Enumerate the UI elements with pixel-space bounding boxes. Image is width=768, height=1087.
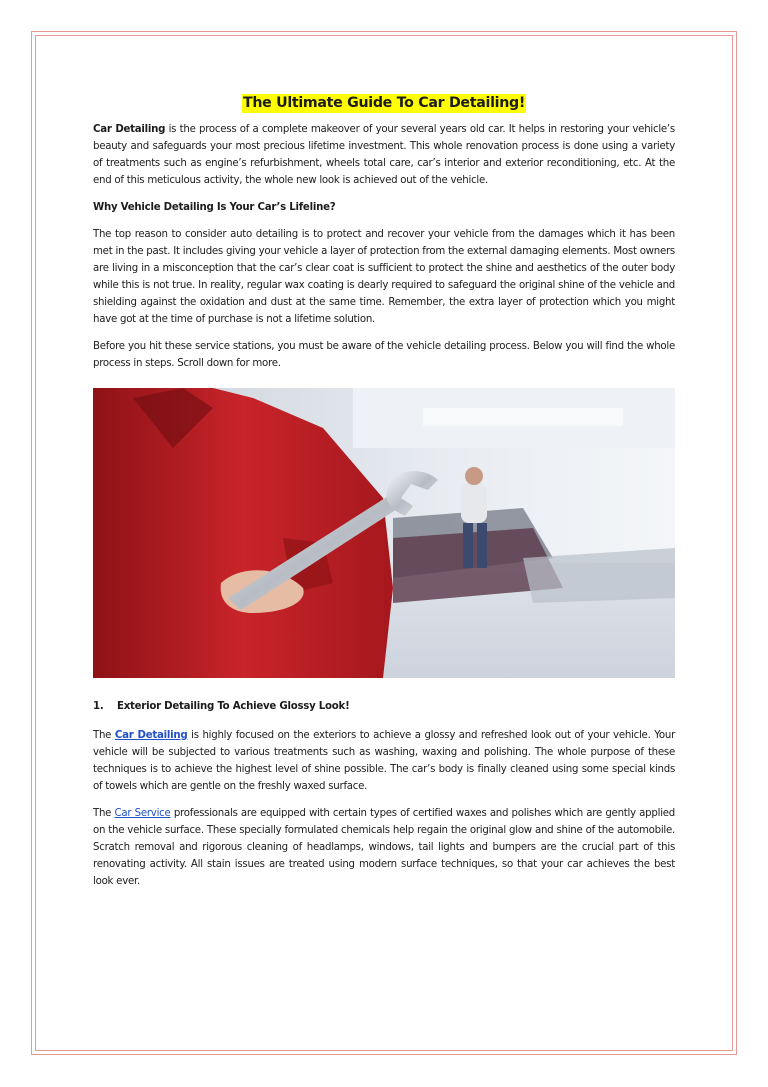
- car-service-link[interactable]: Car Service: [114, 808, 171, 819]
- intro-lead-bold: Car Detailing: [93, 124, 166, 135]
- intro-text: is the process of a complete makeover of your several years old car. It helps in restoring your vehicle’s beauty and safeguards your most precious lifetime investment. This whole renovation process is done using a variety of treatments such as engine’s refurbishment, wheels total care, car’s interior and exterior reconditioning, etc. At the end of this meticulous activity, the whole new look is achieved out of the vehicle.: [93, 124, 675, 186]
- exterior-p1-post: is highly focused on the exteriors to achieve a glossy and refreshed look out of your vehicle. Your vehicle will be subjected to various treatments such as washing, waxing and polishing. The whole purpose of these techniques is to achieve the highest level of shine possible. The car’s body is finally cleaned using some special kinds of towels which are gentle on the freshly waxed surface.: [93, 730, 676, 792]
- exterior-p1-pre: The: [93, 730, 115, 741]
- section-paragraph-1: The top reason to consider auto detailing is to protect and recover your vehicle from the damages which it has been met in the past. It includes giving your vehicle a layer of protection from the external damaging elements. Most owners are living in a misconception that the car’s clear coat is sufficient to protect the shine and aesthetics of the outer body while this is not true. In reality, regular wax coating is dearly required to safeguard the original shine of the vehicle and shielding against the oxidation and dust at the same time. Remember, the extra layer of protection which you might have got at the time of purchase is not a lifetime solution.: [93, 229, 675, 325]
- document-title: The Ultimate Guide To Car Detailing!: [242, 95, 526, 111]
- document-body: [93, 90, 675, 900]
- list-number: 1.: [93, 701, 104, 712]
- list-heading-text: Exterior Detailing To Achieve Glossy Look!: [117, 701, 350, 712]
- exterior-p2-post: professionals are equipped with certain types of certified waxes and polishes which are gently applied on the vehicle surface. These specially formulated chemicals help regain the original glow and shine of the automobile. Scratch removal and rigorous cleaning of headlamps, windows, tail lights and bumpers are the crucial part of this renovating activity. All stain issues are treated using modern surface techniques, so that your car achieves the best look ever.: [93, 808, 676, 887]
- exterior-paragraph-1: [93, 727, 675, 795]
- exterior-p2-pre: The: [93, 808, 115, 819]
- section-paragraph-2: Before you hit these service stations, you must be aware of the vehicle detailing process. Below you will find the whole process in steps. Scroll down for more.: [93, 341, 675, 369]
- exterior-paragraph-2: [93, 805, 675, 890]
- list-item-exterior-detailing: [93, 698, 675, 715]
- title-block: [93, 94, 675, 113]
- mechanic-wrench-photo: [93, 388, 675, 678]
- car-detailing-link[interactable]: Car Detailing: [114, 730, 188, 741]
- section-heading-lifeline: Why Vehicle Detailing Is Your Car’s Lifeline?: [93, 202, 336, 213]
- intro-paragraph: [93, 121, 675, 189]
